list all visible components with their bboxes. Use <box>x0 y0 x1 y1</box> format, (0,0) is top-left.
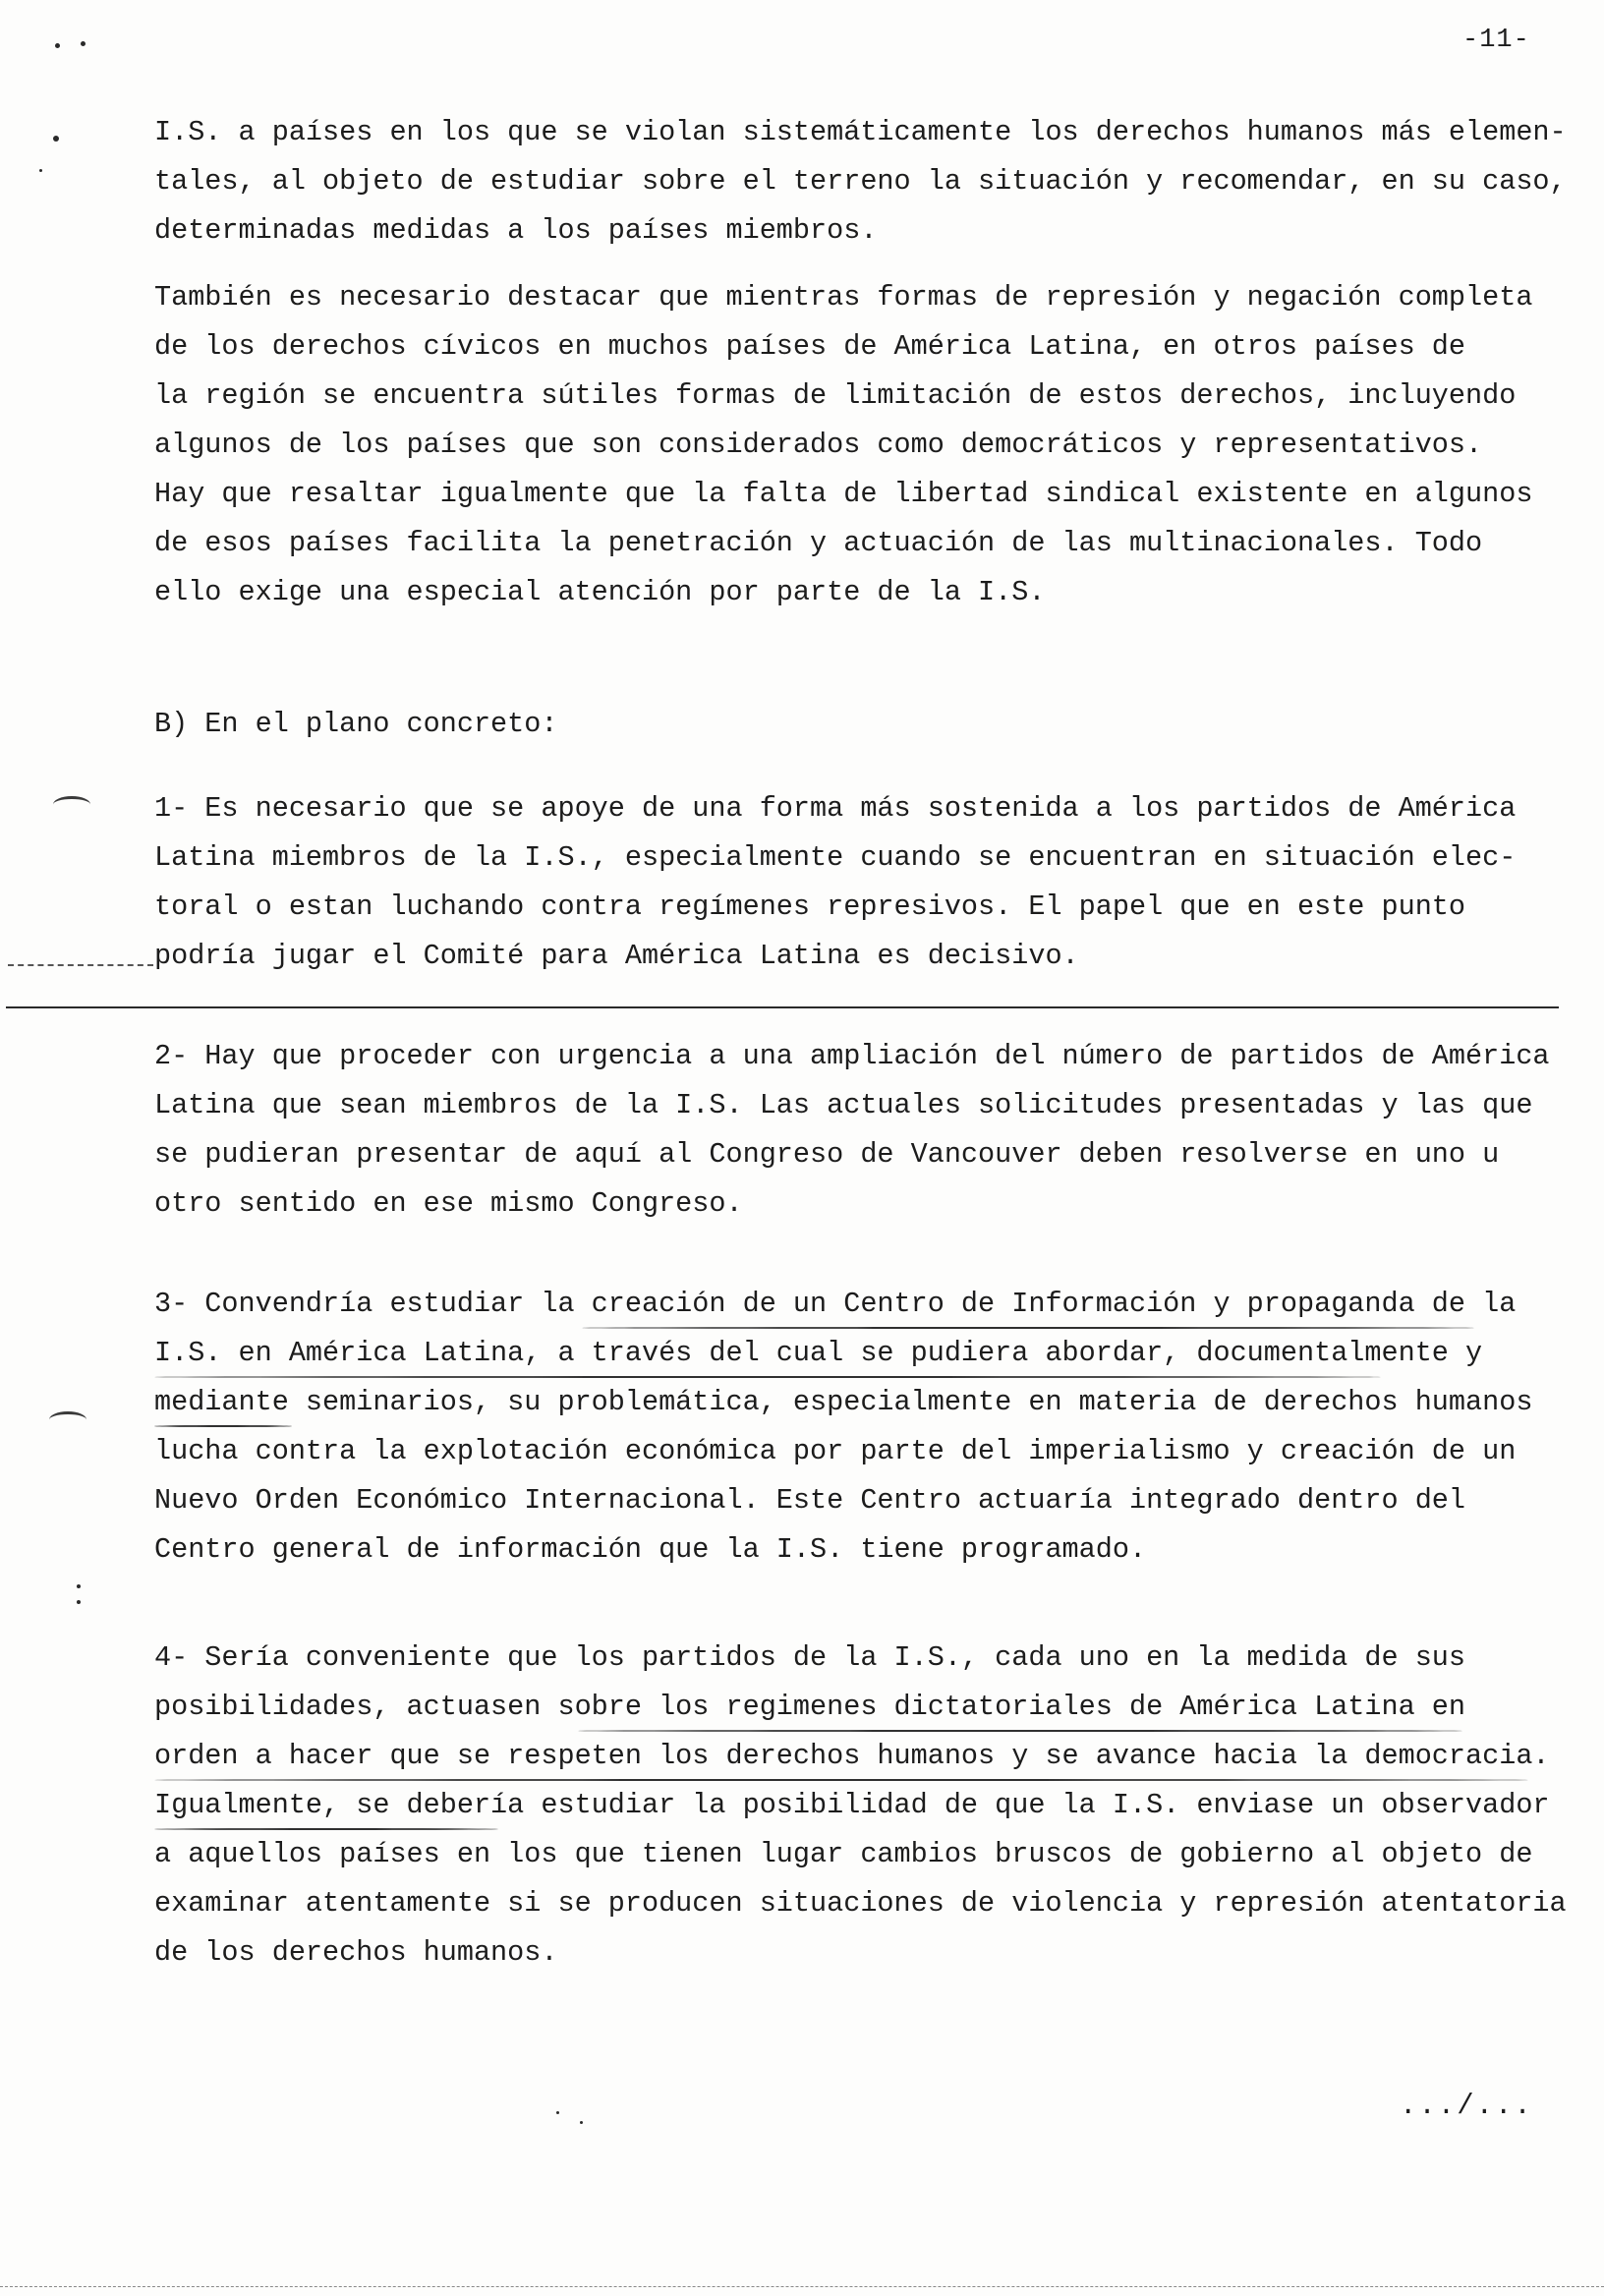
margin-speck <box>77 1600 81 1604</box>
margin-speck <box>81 41 86 46</box>
handwritten-underline <box>154 1376 1381 1378</box>
section-heading: B) En el plano concreto: <box>154 708 558 740</box>
horizontal-rule <box>6 1006 1559 1008</box>
margin-speck <box>55 43 60 48</box>
margin-speck <box>53 136 59 142</box>
margin-speck <box>77 1584 81 1588</box>
margin-mark <box>53 796 90 813</box>
handwritten-underline <box>154 1828 498 1830</box>
list-item-1: 1- Es necesario que se apoye de una forma más sostenida a los partidos de América Latina miembros de la I.S., especialmente cuando se encuentran en situación elec- toral o estan luchando contra regímenes represivos. El papel que en este punto podría jugar el Comité para América Latina es decisivo. <box>154 792 1517 972</box>
list-item-3: 3- Convendría estudiar la creación de un Centro de Información y propaganda de la I.S. en América Latina, a través del cual se pudiera abordar, documentalmente y mediante seminarios, su problemática, especialmente en materia de derechos humanos lucha contra la explotación económica por parte del imperialismo y creación de un Nuevo Orden Económico Internacional. Este Centro actuaría integrado dentro del Centro general de información que la I.S. tiene programado. <box>154 1288 1533 1566</box>
handwritten-underline <box>154 1779 1528 1781</box>
page-speck <box>556 2111 559 2114</box>
handwritten-underline <box>582 1327 1474 1329</box>
paragraph-human-rights: También es necesario destacar que mientras formas de represión y negación completa de los derechos cívicos en muchos países de América Latina, en otros países de la región se encuentra sútiles formas de limitación de estos derechos, incluyendo algunos de los países que son considerados como democráticos y representativos. Hay que resaltar igualmente que la falta de libertad sindical existente en algunos de esos países facilita la penetración y actuación de las multinacionales. Todo ello exige una especial atención por parte de la I.S. <box>154 281 1533 608</box>
list-item-4: 4- Sería conveniente que los partidos de la I.S., cada uno en la medida de sus posibilidades, actuasen sobre los regimenes dictatoriales de América Latina en orden a hacer que se respeten los derechos humanos y se avance hacia la democracia. Igualmente, se debería estudiar la posibilidad de que la I.S. enviase un observador a aquellos países en los que tienen lugar cambios bruscos de gobierno al objeto de examinar atentamente si se producen situaciones de violencia y represión atentatoria de los derechos humanos. <box>154 1641 1567 1969</box>
bottom-scan-line <box>0 2286 1604 2287</box>
page-speck <box>580 2121 583 2124</box>
page-number: -11- <box>1462 26 1530 55</box>
margin-mark <box>49 1411 86 1428</box>
list-item-2: 2- Hay que proceder con urgencia a una ampliación del número de partidos de América Latina que sean miembros de la I.S. Las actuales solicitudes presentadas y las que se pudieran presentar de aquí al Congreso de Vancouver deben resolverse en uno u otro sentido en ese mismo Congreso. <box>154 1040 1550 1220</box>
handwritten-underline <box>154 1425 292 1427</box>
handwritten-underline <box>578 1730 1462 1732</box>
paragraph-continuation: I.S. a países en los que se violan sistemáticamente los derechos humanos más elemen- tales, al objeto de estudiar sobre el terreno la situación y recomendar, en su caso, determinadas medidas a los países miembros. <box>154 116 1567 247</box>
continuation-marker: .../... <box>1400 2090 1533 2122</box>
stray-dash <box>8 964 153 966</box>
margin-speck <box>39 169 42 172</box>
